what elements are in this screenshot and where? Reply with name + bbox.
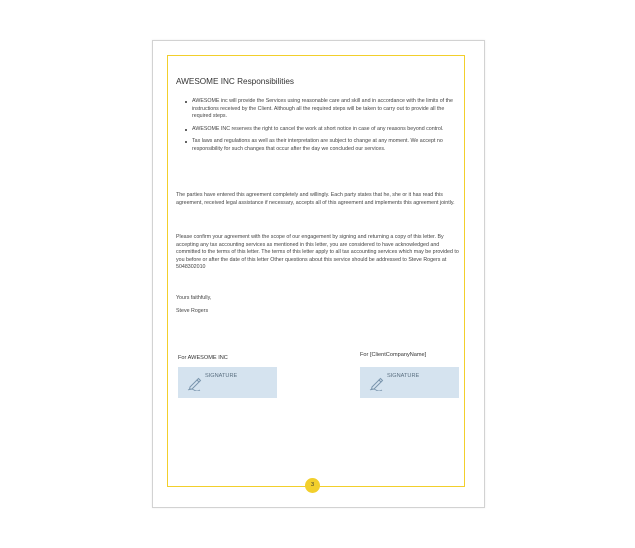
- list-item: AWESOME INC reserves the right to cancel the work at short notice in case of any reasons beyond control.: [184, 126, 464, 134]
- signature-placeholder: SIGNATURE: [205, 373, 238, 379]
- section-title: AWESOME INC Responsibilities: [176, 77, 294, 86]
- left-signature-label: For AWESOME INC: [178, 355, 228, 361]
- list-item: Tax laws and regulations as well as their interpretation are subject to change at any moment. We accept no responsibility for such changes that occur after the day we concluded our services.: [184, 138, 464, 153]
- left-signature-field[interactable]: [178, 367, 277, 398]
- signature-pen-icon: [187, 375, 203, 391]
- responsibility-list: [184, 98, 464, 159]
- document-page: [152, 40, 485, 508]
- signature-placeholder: SIGNATURE: [387, 373, 420, 379]
- page-number-badge: 3: [305, 478, 320, 493]
- right-signature-label: For [ClientCompanyName]: [360, 352, 427, 358]
- right-signature-field[interactable]: [360, 367, 459, 398]
- signature-pen-icon: [369, 375, 385, 391]
- signer-name: Steve Rogers: [176, 307, 209, 314]
- list-item: AWESOME inc will provide the Services using reasonable care and skill and in accordance with the limits of the instructions received by the Client. Although all the required steps will be taken to carry out to provide all the required steps.: [184, 98, 464, 121]
- closing-block: [176, 292, 211, 317]
- closing-text: Yours faithfully,: [176, 295, 212, 301]
- confirmation-paragraph: Please confirm your agreement with the scope of our engagement by signing and returning a copy of this letter. By accepting any tax accounting services as mentioned in this letter, you are considered to have acknowledged and committed to the terms of this letter. The terms of this letter apply to all tax accounting services which may be provided to you before or after the date of this letter Other questions about this service should be addressed to Steve Rogers at 5048302010: [176, 234, 459, 271]
- agreement-paragraph: The parties have entered this agreement completely and willingly. Each party states that he, she or it has read this agreement, received legal assistance if necessary, accepts all of this agreement and implements this agreement jointly.: [176, 192, 455, 206]
